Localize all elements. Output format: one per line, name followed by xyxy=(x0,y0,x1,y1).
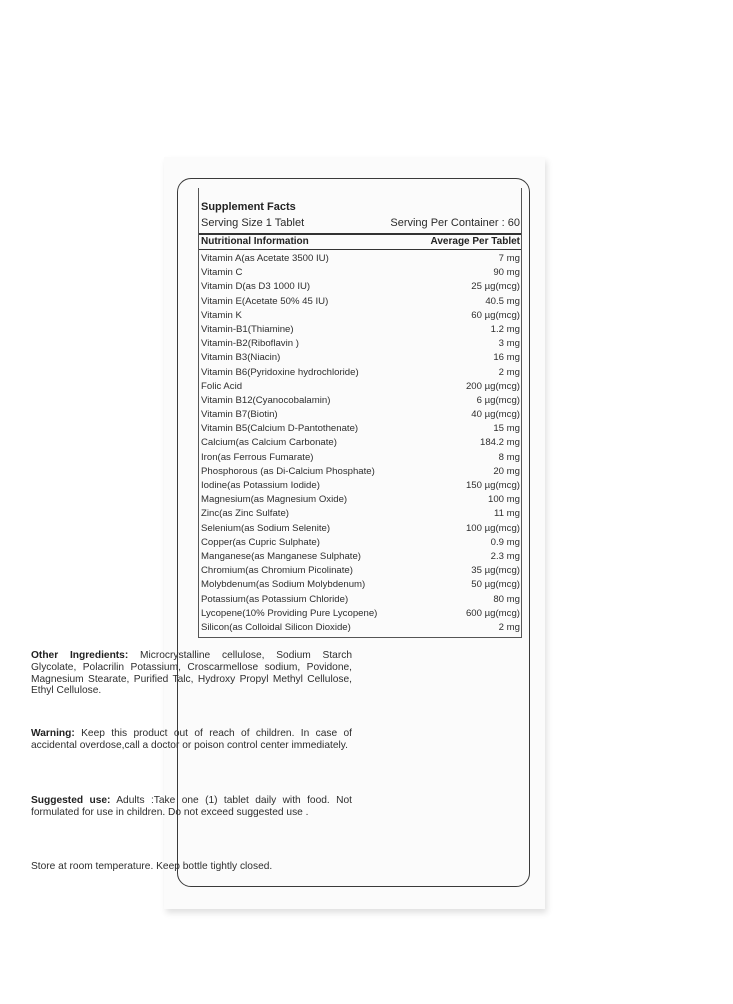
suggested-use-section xyxy=(31,795,352,819)
nutrient-name: Zinc(as Zinc Sulfate) xyxy=(201,508,289,520)
nutrient-amount: 7 mg xyxy=(498,253,520,264)
nutrient-list xyxy=(201,252,520,635)
nutrient-name: Manganese(as Manganese Sulphate) xyxy=(201,550,362,562)
nutrient-name: Selenium(as Sodium Selenite) xyxy=(201,522,331,534)
nutrient-row xyxy=(201,507,520,521)
warning-label: Warning: xyxy=(31,728,75,739)
nutrient-amount: 600 µg(mcg) xyxy=(465,607,520,619)
nutrient-amount: 40.5 mg xyxy=(485,295,520,307)
nutrient-name: Magnesium(as Magnesium Oxide) xyxy=(201,494,348,506)
nutrient-row xyxy=(201,422,520,436)
supplement-facts-panel xyxy=(195,188,525,638)
nutrient-amount: 0.9 mg xyxy=(490,536,520,548)
nutrient-amount: 90 mg xyxy=(493,267,520,279)
nutrient-name: Vitamin A(as Acetate 3500 IU) xyxy=(201,253,329,264)
storage-instructions: Store at room temperature. Keep bottle tightly closed. xyxy=(31,861,273,872)
nutrient-amount: 50 µg(mcg) xyxy=(471,579,520,591)
nutrient-name: Iron(as Ferrous Fumarate) xyxy=(201,451,314,463)
thick-divider xyxy=(198,233,522,235)
nutrient-row xyxy=(201,522,520,536)
nutrient-amount: 1.2 mg xyxy=(490,323,520,335)
nutrient-row xyxy=(201,266,520,280)
nutrient-name: Lycopene(10% Providing Pure Lycopene) xyxy=(201,607,378,619)
serving-size: Serving Size 1 Tablet xyxy=(201,217,305,229)
nutrient-amount: 11 mg xyxy=(494,508,520,520)
nutrient-amount: 25 µg(mcg) xyxy=(471,281,520,293)
nutrient-row xyxy=(201,621,520,635)
suggested-use-text: Adults :Take one (1) tablet daily with food. Not formulated for use in children. Do not exceed suggested use . xyxy=(31,795,352,818)
other-ingredients-text: Microcrystalline cellulose, Sodium Starch Glycolate, Polacrilin Potassium, Croscarmellose sodium, Povidone, Magnesium Stearate, Purified Talc, Hydroxy Propyl Methyl Cellulose, Ethyl Cellulose. xyxy=(31,650,352,697)
nutrient-name: Vitamin K xyxy=(201,309,242,321)
nutrient-row xyxy=(201,408,520,422)
nutrient-row xyxy=(201,593,520,607)
header-divider xyxy=(198,249,522,250)
nutrient-amount: 40 µg(mcg) xyxy=(471,409,520,421)
nutrient-row xyxy=(201,394,520,408)
nutrient-amount: 150 µg(mcg) xyxy=(465,480,520,491)
warning-text: Keep this product out of reach of children. In case of accidental overdose,call a doctor or poison control center immediately. xyxy=(31,728,352,751)
nutrient-name: Vitamin-B1(Thiamine) xyxy=(201,323,294,335)
nutrient-name: Vitamin B3(Niacin) xyxy=(201,352,281,364)
nutrient-amount: 60 µg(mcg) xyxy=(471,309,520,321)
nutrient-row xyxy=(201,578,520,592)
nutrient-amount: 20 mg xyxy=(493,465,520,477)
nutrient-amount: 2.3 mg xyxy=(490,550,520,562)
nutrient-row xyxy=(201,550,520,564)
nutrient-amount: 15 mg xyxy=(493,423,520,435)
nutrient-name: Vitamin-B2(Riboflavin ) xyxy=(201,338,299,350)
nutrient-amount: 6 µg(mcg) xyxy=(476,394,520,406)
nutrient-row xyxy=(201,366,520,380)
nutrient-row xyxy=(201,280,520,294)
nutrient-amount: 2 mg xyxy=(498,621,520,633)
nutrient-row xyxy=(201,380,520,394)
nutrient-row xyxy=(201,607,520,621)
nutrient-amount: 200 µg(mcg) xyxy=(465,380,520,392)
other-ingredients-label: Other Ingredients: xyxy=(31,650,129,661)
nutrient-row xyxy=(201,536,520,550)
nutrient-amount: 100 mg xyxy=(488,494,520,506)
nutrient-row xyxy=(201,451,520,465)
nutrient-row xyxy=(201,436,520,450)
nutrient-row xyxy=(201,479,520,493)
suggested-use-label: Suggested use: xyxy=(31,795,111,806)
nutrient-name: Vitamin E(Acetate 50% 45 IU) xyxy=(201,295,329,307)
other-ingredients-section xyxy=(31,650,352,697)
nutrient-row xyxy=(201,564,520,578)
nutrient-amount: 35 µg(mcg) xyxy=(471,565,520,577)
nutrient-table-header xyxy=(201,236,520,247)
nutrient-name: Phosphorous (as Di-Calcium Phosphate) xyxy=(201,465,375,477)
nutrient-amount: 100 µg(mcg) xyxy=(465,522,520,534)
nutrient-name: Vitamin C xyxy=(201,267,243,279)
header-nutritional-information: Nutritional Information xyxy=(201,236,309,247)
nutrient-row xyxy=(201,323,520,337)
nutrient-row xyxy=(201,493,520,507)
nutrient-row xyxy=(201,351,520,365)
nutrient-row xyxy=(201,309,520,323)
nutrient-row xyxy=(201,337,520,351)
warning-section xyxy=(31,728,352,752)
nutrient-row xyxy=(201,295,520,309)
nutrient-name: Vitamin B6(Pyridoxine hydrochloride) xyxy=(201,366,359,378)
nutrient-name: Iodine(as Potassium Iodide) xyxy=(201,480,320,491)
nutrient-name: Silicon(as Colloidal Silicon Dioxide) xyxy=(201,621,351,633)
nutrient-row xyxy=(201,465,520,479)
supplement-facts-title: Supplement Facts xyxy=(201,201,296,213)
nutrient-name: Vitamin B7(Biotin) xyxy=(201,409,278,421)
serving-info-row xyxy=(201,217,520,229)
nutrient-row xyxy=(201,252,520,266)
nutrient-name: Vitamin B12(Cyanocobalamin) xyxy=(201,394,331,406)
nutrient-amount: 8 mg xyxy=(498,451,520,463)
nutrient-name: Molybdenum(as Sodium Molybdenum) xyxy=(201,579,366,591)
nutrient-name: Copper(as Cupric Sulphate) xyxy=(201,536,320,548)
nutrient-amount: 16 mg xyxy=(493,352,520,364)
nutrient-amount: 80 mg xyxy=(493,593,520,605)
nutrient-name: Folic Acid xyxy=(201,380,243,392)
nutrient-amount: 3 mg xyxy=(498,338,520,350)
nutrient-name: Chromium(as Chromium Picolinate) xyxy=(201,565,353,577)
nutrient-amount: 184.2 mg xyxy=(479,437,520,449)
header-average-per-tablet: Average Per Tablet xyxy=(430,236,520,247)
servings-per-container: Serving Per Container : 60 xyxy=(390,217,520,229)
nutrient-name: Vitamin D(as D3 1000 IU) xyxy=(201,281,311,293)
nutrient-amount: 2 mg xyxy=(498,366,520,378)
nutrient-name: Calcium(as Calcium Carbonate) xyxy=(201,437,337,449)
nutrient-name: Vitamin B5(Calcium D-Pantothenate) xyxy=(201,423,359,435)
nutrient-name: Potassium(as Potassium Chloride) xyxy=(201,593,349,605)
